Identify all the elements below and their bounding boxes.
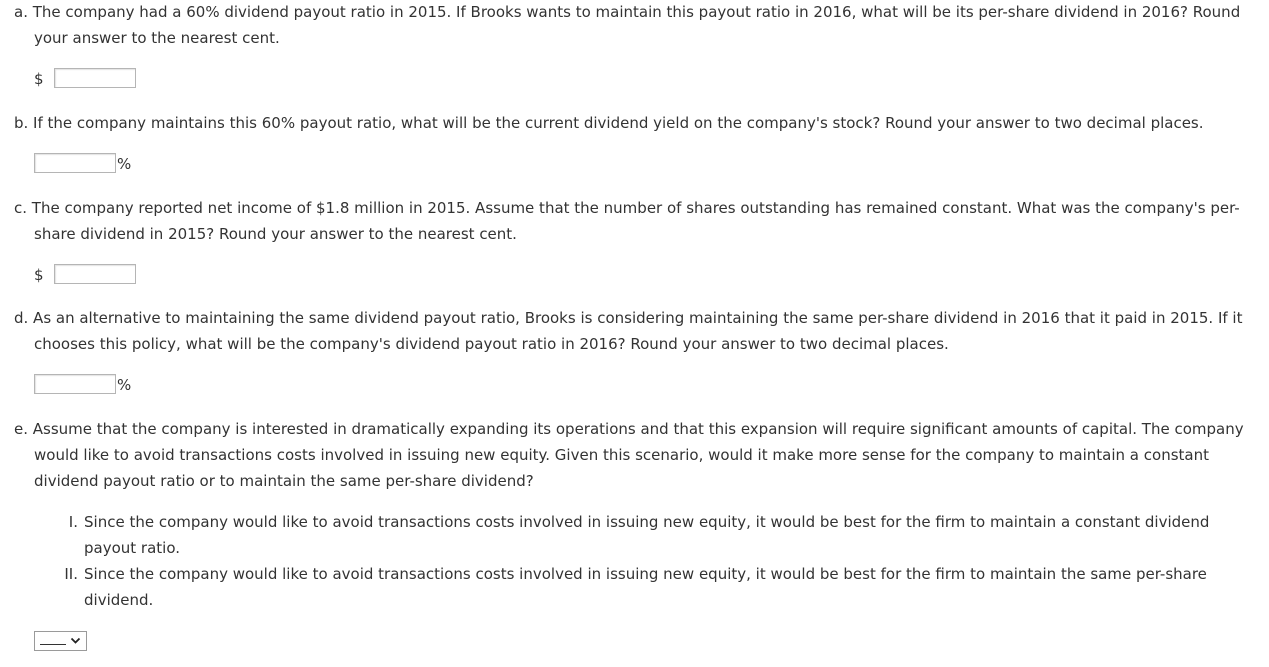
answer-input-c[interactable] [54, 264, 136, 284]
answer-input-b[interactable] [34, 153, 116, 173]
question-d-text-line-1: d. As an alternative to maintaining the same dividend payout ratio, Brooks is considering maintaining the same per-share dividend in 2016 that it paid in 2015. If it [14, 309, 1243, 327]
percent-symbol-b: % [117, 155, 132, 173]
answer-input-d[interactable] [34, 374, 116, 394]
question-a-text-line-1: a. The company had a 60% dividend payout ratio in 2015. If Brooks wants to maintain this payout ratio in 2016, what will be its per-share dividend in 2016? Round [14, 3, 1241, 21]
question-c-text-line-1: c. The company reported net income of $1.8 million in 2015. Assume that the number of shares outstanding has remained constant. What was the company's per- [14, 199, 1240, 217]
answer-select-e[interactable] [34, 631, 87, 651]
option-ii-text-line-1: Since the company would like to avoid transactions costs involved in issuing new equity, it would be best for the firm to maintain the same per-share [84, 565, 1207, 583]
question-e-text-line-3: dividend payout ratio or to maintain the same per-share dividend? [34, 472, 534, 490]
question-e-text-line-1: e. Assume that the company is interested in dramatically expanding its operations and that this expansion will require significant amounts of capital. The company [14, 420, 1244, 438]
question-e-text-line-2: would like to avoid transactions costs involved in issuing new equity. Given this scenario, would it make more sense for the company to maintain a constant [34, 446, 1209, 464]
chevron-down-icon [70, 635, 81, 646]
option-ii-numeral: II. [64, 565, 78, 583]
option-i-text-line-2: payout ratio. [84, 539, 181, 557]
question-c-text-line-2: share dividend in 2015? Round your answer to the nearest cent. [34, 225, 517, 243]
currency-symbol-a: $ [34, 70, 44, 88]
percent-symbol-d: % [117, 376, 132, 394]
option-i-text-line-1: Since the company would like to avoid transactions costs involved in issuing new equity, it would be best for the firm to maintain a constant dividend [84, 513, 1210, 531]
question-a-text-line-2: your answer to the nearest cent. [34, 29, 280, 47]
question-b-text-line-1: b. If the company maintains this 60% payout ratio, what will be the current dividend yield on the company's stock? Round your answer to two decimal places. [14, 114, 1204, 132]
currency-symbol-c: $ [34, 266, 44, 284]
answer-input-a[interactable] [54, 68, 136, 88]
select-blank-line [40, 644, 66, 645]
option-i-numeral: I. [68, 513, 78, 531]
question-d-text-line-2: chooses this policy, what will be the company's dividend payout ratio in 2016? Round your answer to two decimal places. [34, 335, 949, 353]
option-ii-text-line-2: dividend. [84, 591, 154, 609]
